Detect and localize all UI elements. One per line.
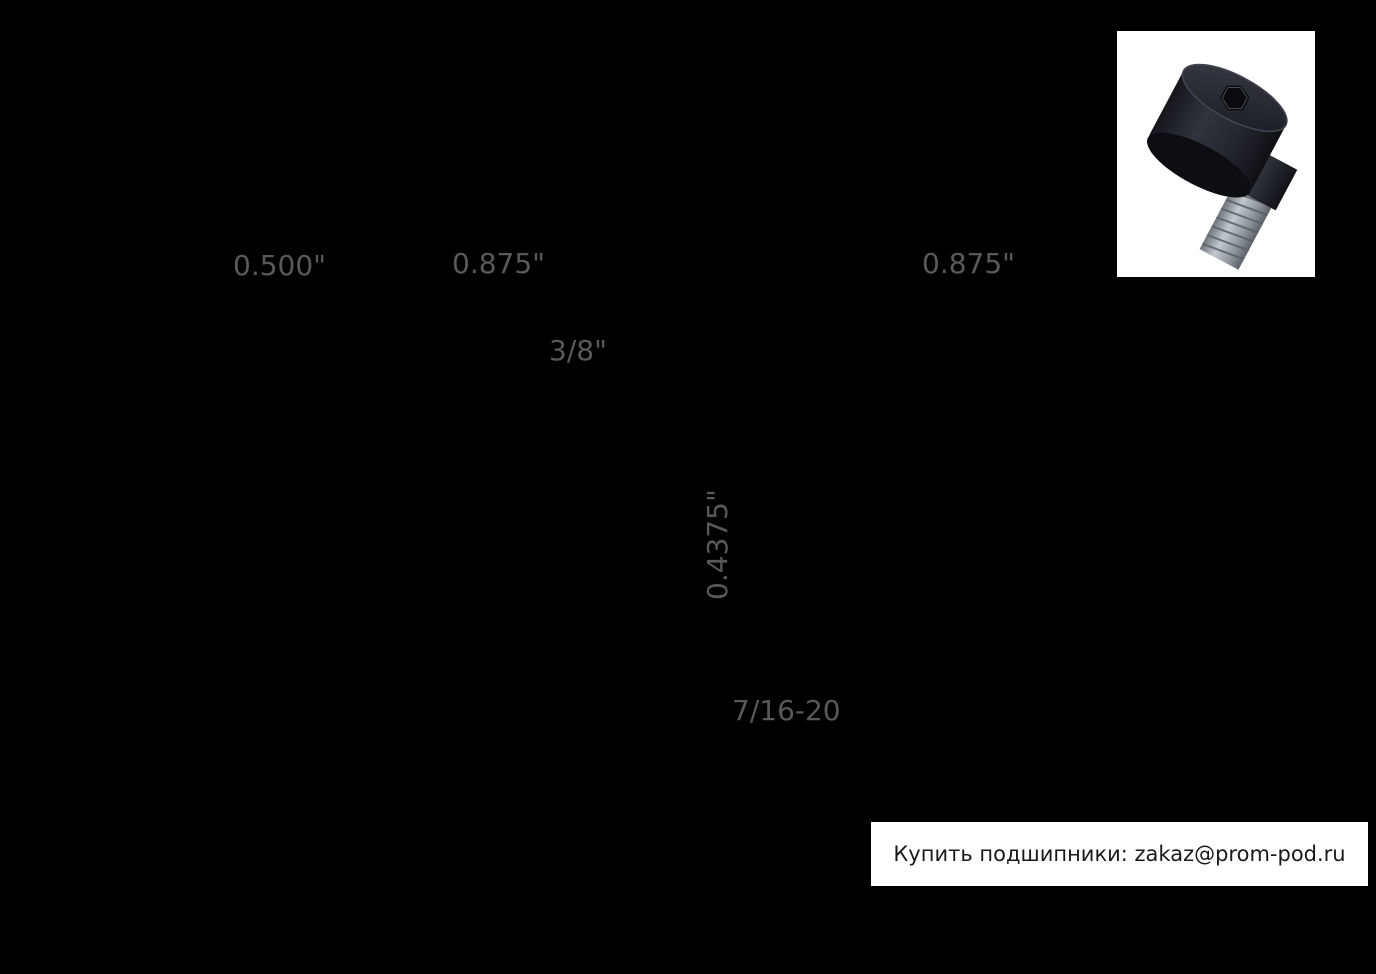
dimension-label-3-8: 3/8" (549, 334, 607, 367)
contact-banner (871, 822, 1368, 886)
dimension-label-0-875-left: 0.875" (452, 247, 546, 280)
dimension-label-0-875-right: 0.875" (922, 247, 1016, 280)
dimension-label-thread-7-16-20: 7/16-20 (732, 694, 841, 727)
contact-banner-text: Купить подшипники: zakaz@prom-pod.ru (893, 842, 1346, 866)
cam-follower-stud-icon (1117, 31, 1315, 277)
dimension-label-0-500: 0.500" (233, 249, 327, 282)
dimension-label-0-4375: 0.4375" (701, 489, 734, 600)
product-photo (1117, 31, 1315, 277)
